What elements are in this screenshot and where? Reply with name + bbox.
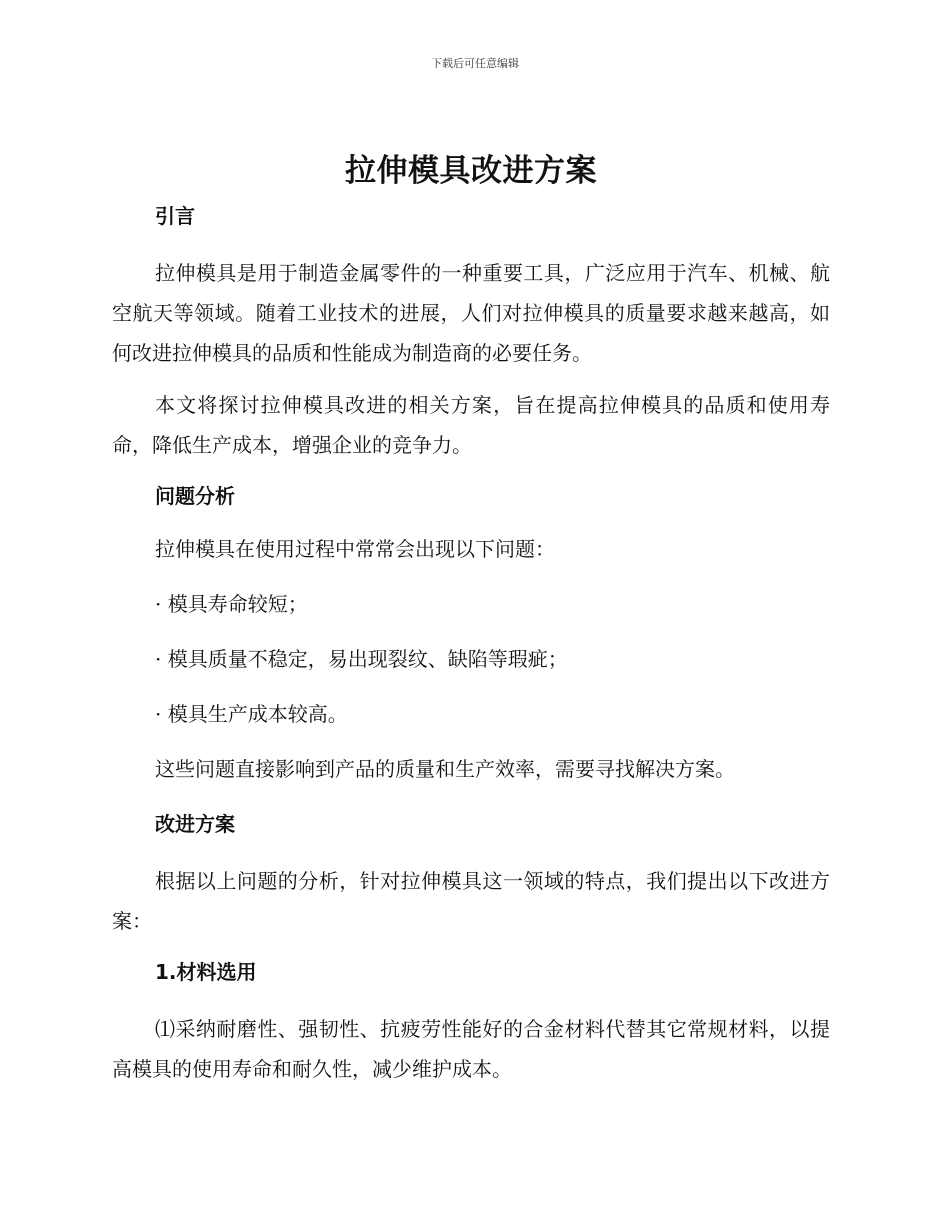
analysis-lead: 拉伸模具在使用过程中常常会出现以下问题： — [155, 537, 555, 561]
subsection-heading-materials: 1.材料选用 — [155, 960, 257, 984]
materials-item-1: ⑴采纳耐磨性、强韧性、抗疲劳性能好的合金材料代替其它常规材料，以提高模具的使用寿命和耐久性，减少维护成本。 — [112, 1017, 830, 1081]
document-body — [112, 148, 830, 1101]
analysis-bullet-1: · 模具寿命较短； — [155, 592, 308, 616]
intro-paragraph-1: 拉伸模具是用于制造金属零件的一种重要工具，广泛应用于汽车、机械、航空航天等领域。随着工业技术的进展，人们对拉伸模具的质量要求越来越高，如何改进拉伸模具的品质和性能成为制造商的必要任务。 — [112, 261, 830, 365]
plan-lead: 根据以上问题的分析，针对拉伸模具这一领域的特点，我们提出以下改进方案： — [112, 869, 830, 933]
section-heading-intro: 引言 — [155, 204, 195, 228]
section-heading-analysis: 问题分析 — [155, 484, 235, 508]
analysis-bullet-3: · 模具生产成本较高。 — [155, 702, 348, 726]
analysis-bullet-2: · 模具质量不稳定，易出现裂纹、缺陷等瑕疵； — [155, 647, 568, 671]
section-heading-plan: 改进方案 — [155, 812, 235, 836]
page-header-note: 下载后可任意编辑 — [431, 57, 519, 70]
analysis-conclusion: 这些问题直接影响到产品的质量和生产效率，需要寻找解决方案。 — [155, 757, 735, 781]
intro-paragraph-2: 本文将探讨拉伸模具改进的相关方案，旨在提高拉伸模具的品质和使用寿命，降低生产成本，增强企业的竞争力。 — [112, 393, 830, 457]
document-title: 拉伸模具改进方案 — [345, 153, 597, 189]
